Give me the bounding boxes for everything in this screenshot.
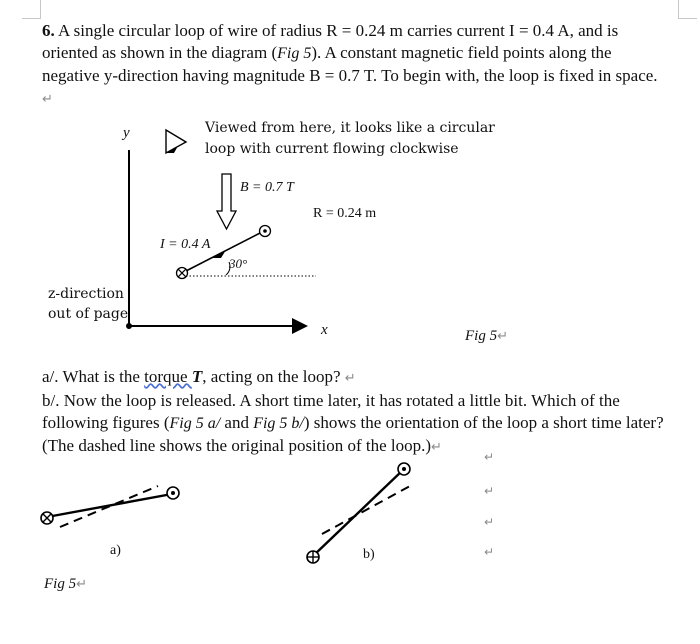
problem-number: 6.: [42, 21, 55, 40]
viewer-caption-line-2: loop with current flowing clockwise: [205, 141, 459, 157]
current-label: I = 0.4 A: [160, 237, 211, 252]
empty-paragraph-mark: ↵: [484, 450, 495, 464]
torque-symbol: T: [191, 367, 203, 386]
viewer-caption-line-1: Viewed from here, it looks like a circular: [205, 120, 495, 136]
empty-paragraph-mark: ↵: [484, 545, 495, 559]
option-a-label: a): [110, 543, 121, 558]
empty-paragraph-mark: ↵: [484, 484, 495, 498]
questions-block: [42, 366, 666, 459]
angle-label: 30°: [229, 256, 248, 271]
z-direction-label: z-direction: [48, 286, 124, 302]
z-direction-label-2: out of page: [48, 306, 129, 322]
question-a: a/. What is the torque T, acting on the loop? ↵: [42, 367, 356, 386]
axes: [126, 150, 306, 329]
option-a-drawing: [41, 486, 179, 527]
viewer-eye-icon: [166, 130, 186, 153]
origin-dot: [126, 323, 132, 329]
magnetic-field-arrow: [217, 174, 236, 229]
question-b: b/. Now the loop is released. A short time later, it has rotated a little bit. Which of the following figures (Fig 5 a/ and Fig 5 b/) shows the orientation of the loop a short time later? (The dashed line shows the original position of the loop.)↵: [42, 391, 664, 455]
x-axis-label: x: [321, 322, 328, 338]
problem-statement: 6. A single circular loop of wire of radius R = 0.24 m carries current I = 0.4 A, and is oriented as shown in the diagram (Fig 5). A constant magnetic field points along the negative y-direction having magnitude B = 0.7 T. To begin with, the loop is fixed in space. ↵: [42, 21, 658, 107]
option-b-label: b): [363, 547, 375, 562]
option-b-original-position: [322, 486, 410, 534]
fig-reference: Fig 5: [277, 45, 312, 62]
field-magnitude-label: B = 0.7 T: [240, 180, 294, 195]
paragraph-mark: ↵: [42, 92, 53, 107]
empty-paragraph-mark: ↵: [484, 515, 495, 529]
figure-caption: Fig 5↵: [465, 328, 508, 344]
option-a-loop-line: [47, 494, 172, 517]
options-figure-caption: Fig 5↵: [44, 576, 87, 592]
radius-label: R = 0.24 m: [313, 206, 377, 221]
option-b-loop-line: [313, 470, 403, 556]
y-axis-label: y: [123, 125, 130, 141]
option-b-drawing: [307, 463, 410, 563]
